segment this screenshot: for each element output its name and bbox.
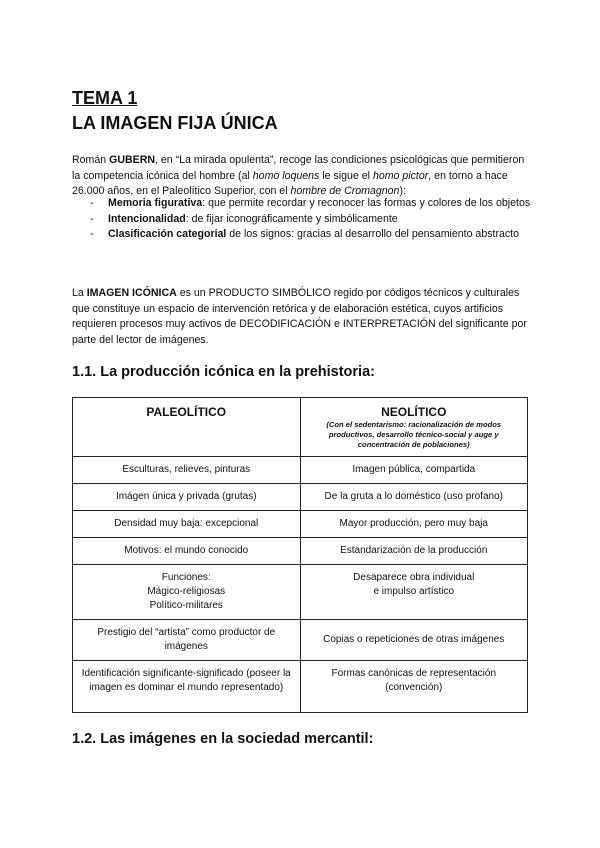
list-dash: - — [90, 228, 94, 240]
table-cell: Copias o repeticiones de otras imágenes — [300, 620, 528, 661]
table-cell — [73, 565, 301, 620]
definition-paragraph — [72, 286, 532, 348]
column-header-note: (Con el sedentarismo: racionalización de modos productivos, desarrollo técnico-social y auge y concentración de poblaciones) — [326, 420, 502, 449]
cell-line: Formas canónicas de representación — [331, 668, 497, 679]
section-heading-mercantil: 1.2. Las imágenes en la sociedad mercantil: — [72, 731, 374, 747]
comparison-table — [72, 397, 528, 713]
cell-line: Mágico-religiosas — [147, 586, 226, 597]
list-term: Clasificación categorial — [108, 228, 227, 240]
table-cell: De la gruta a lo doméstico (uso profano) — [300, 484, 528, 511]
cell-line: Desaparece obra individual — [353, 572, 475, 583]
table-cell: Imágen única y privada (grutas) — [73, 484, 301, 511]
list-item — [72, 196, 532, 212]
definition-text: es un PRODUCTO SIMBÓLICO regido por códigos técnicos y culturales que constituye un espacio de intervención retórica y de elaboración estética, cuyos artificios requieren procesos muy activos de DECODIFICACIÓN e INTERPRETACIÓN del significante por parte del lector de imágenes. — [72, 287, 527, 346]
cell-line: Político-militares — [149, 600, 223, 611]
cell-line: (convención) — [385, 682, 443, 693]
intro-paragraph — [72, 153, 532, 200]
list-item — [72, 212, 532, 228]
table-cell: Esculturas, relieves, pinturas — [73, 457, 301, 484]
conditions-list — [72, 196, 532, 243]
table-cell: Mayor producción, pero muy baja — [300, 511, 528, 538]
column-header-label: PALEOLÍTICO — [146, 405, 227, 419]
tema-label: TEMA 1 — [72, 88, 138, 108]
homo-loquens-term: homo loquens — [252, 169, 320, 182]
column-header-paleolitico — [73, 398, 301, 457]
table-cell: Estandarización de la producción — [300, 538, 528, 565]
definition-text: La — [72, 287, 87, 299]
definition-term: IMAGEN ICÓNICA — [86, 287, 177, 299]
page-title: LA IMAGEN FIJA ÚNICA — [72, 113, 278, 133]
list-text: : de fijar iconográficamente y simbólicamente — [185, 212, 398, 225]
list-term: Memoria figurativa — [108, 197, 203, 209]
list-text: de los signos: gracias al desarrollo del pensamiento abstracto — [226, 228, 520, 240]
table-header-row — [73, 398, 528, 457]
intro-text: ): — [399, 185, 406, 197]
list-term: Intencionalidad — [108, 212, 186, 225]
list-text: : que permite recordar y reconocer las formas y colores de los objetos — [202, 197, 531, 209]
table-row — [73, 538, 528, 565]
intro-text: , en torno a hace 26.000 años, en el Paleolítico Superior, con el — [72, 169, 508, 197]
table-row — [73, 565, 528, 620]
table-cell — [300, 565, 528, 620]
table-row — [73, 484, 528, 511]
intro-text: Román — [72, 154, 110, 166]
table-row — [73, 620, 528, 661]
intro-text: le sigue el — [319, 169, 373, 182]
cell-line: Funciones: — [161, 572, 211, 583]
column-header-label: NEOLÍTICO — [381, 405, 447, 419]
table-cell: Motivos: el mundo conocido — [73, 538, 301, 565]
list-item — [72, 227, 532, 243]
list-dash: - — [90, 197, 94, 209]
homo-pictor-term: homo pictor — [372, 169, 429, 182]
table-cell: Prestigio del “artista” como productor de imágenes — [73, 620, 301, 661]
section-heading-prehistoria: 1.1. La producción icónica en la prehistoria: — [72, 364, 375, 380]
table-row — [73, 511, 528, 538]
author-name: GUBERN — [109, 154, 156, 166]
table-row — [73, 457, 528, 484]
table-cell: Identificación significante-significado (poseer la imagen es dominar el mundo representado) — [73, 661, 301, 713]
table-row — [73, 661, 528, 713]
table-cell: Imagen pública, compartida — [300, 457, 528, 484]
intro-text: , en “La mirada opulenta”, recoge las condiciones psicológicas que permitieron la competencia icónica del hombre (al — [72, 154, 525, 182]
column-header-neolitico — [300, 398, 528, 457]
table-cell — [300, 661, 528, 713]
cromagnon-term: hombre de Cromagnon — [290, 185, 400, 197]
cell-line: e impulso artístico — [373, 586, 455, 597]
table-cell: Densidad muy baja: excepcional — [73, 511, 301, 538]
list-dash: - — [90, 212, 94, 225]
